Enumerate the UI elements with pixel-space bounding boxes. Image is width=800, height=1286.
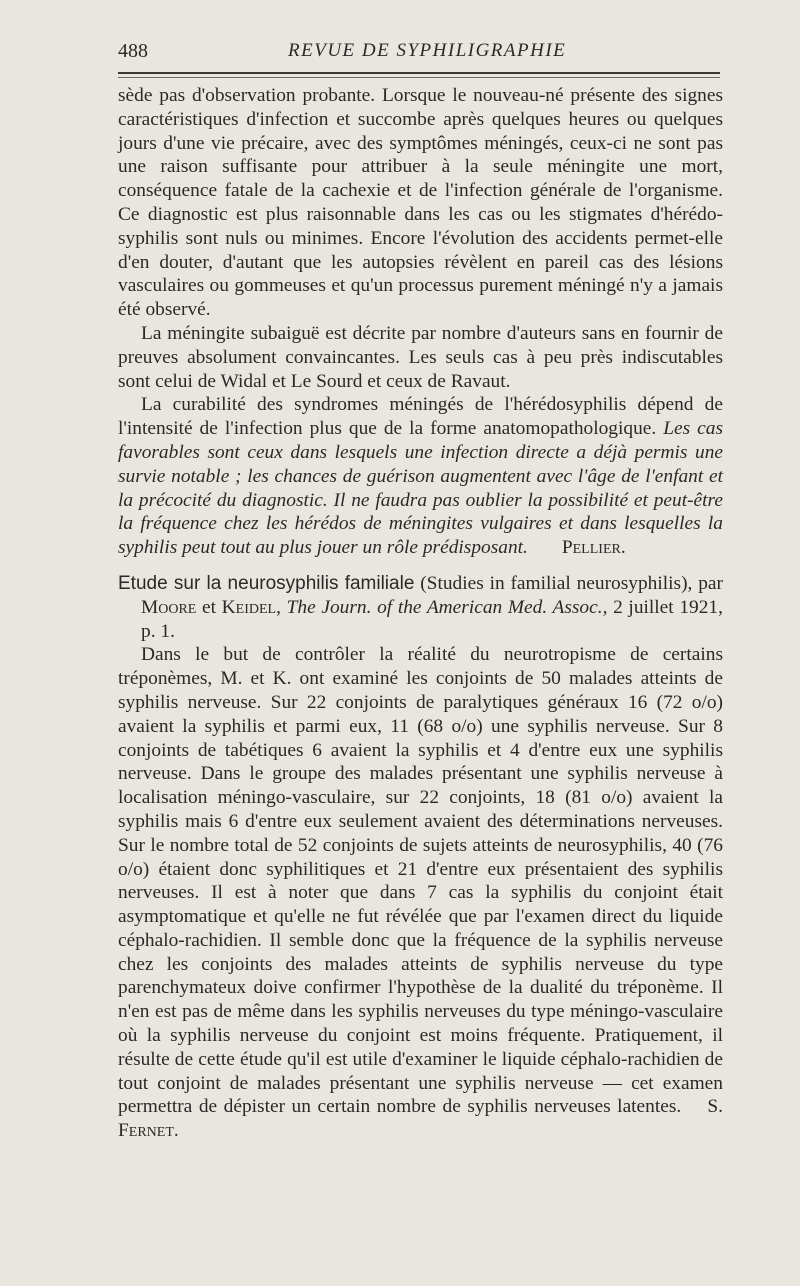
section-title: Etude sur la neurosyphilis familiale <box>118 572 415 594</box>
section-heading <box>118 572 723 643</box>
signature-fernet: S. Fernet. <box>118 1096 723 1142</box>
running-title: REVUE DE SYPHILIGRAPHIE <box>288 40 567 61</box>
signature-pellier: Pellier. <box>561 537 626 559</box>
author-moore: Moore <box>141 596 197 618</box>
journal-date: 2 juillet 1921, p. 1. <box>141 596 723 642</box>
author-keidel: Keidel, <box>221 596 281 618</box>
header-rule <box>118 72 720 74</box>
paragraph-3-italic: Les cas favorables sont ceux dans lesquels une infection directe a déjà permis une survie notable ; les chances de guérison augmentent avec l'âge de l'enfant et la précocité du diagnostic. Il ne faudra pas oublier la possibilité et peut-être la fréquence chez les hérédos de méningites vulgaires et dans lesquelles la syphilis peut tout au plus jouer un rôle prédisposant. <box>118 418 723 559</box>
paragraph-2: La méningite subaiguë est décrite par nombre d'auteurs sans en fournir de preuves absolument convaincantes. Les seuls cas à peu près indiscutables sont celui de Widal et Le Sourd et ceux de Ravaut. <box>118 322 723 392</box>
section-et: et <box>202 596 217 618</box>
header-rule-thin <box>118 77 720 78</box>
paragraph-4 <box>118 643 723 1143</box>
journal-title: The Journ. of the American Med. Assoc., <box>286 596 608 618</box>
paragraph-3-text: La curabilité des syndromes méningés de l'hérédosyphilis dépend de l'intensité de l'infection plus que de la forme anatomopathologique. <box>118 394 723 440</box>
paragraph-1: sède pas d'observation probante. Lorsque le nouveau-né présente des signes caractéristiques d'infection et succombe après quelques heures ou quelques jours d'une vie précaire, avec des symptômes méningés, ceux-ci ne sont pas une raison suffisante pour attribuer à la seule méningite une mort, conséquence fatale de la cachexie et de l'infection générale de l'organisme. Ce diagnostic est plus raisonnable dans les cas ou les stigmates d'hérédo-syphilis sont nuls ou minimes. Encore l'évolution des accidents permet-elle d'en douter, d'autant que les autopsies révèlent en pareil cas des lésions vasculaires ou gommeuses et qu'un processus purement méningé n'y a jamais été observé. <box>118 85 723 321</box>
page-number: 488 <box>118 40 148 62</box>
paragraph-3 <box>118 393 723 560</box>
section-par: par <box>698 572 723 594</box>
paragraph-4-text: Dans le but de contrôler la réalité du neurotropisme de certains tréponèmes, M. et K. ont examiné les conjoints de 50 malades atteints de syphilis nerveuse. Sur 22 conjoints de paralytiques généraux 16 (72 o/o) avaient la syphilis et parmi eux, 11 (68 o/o) une syphilis nerveuse. Sur 8 conjoints de tabétiques 6 avaient la syphilis et 4 d'entre eux une syphilis nerveuse. Dans le groupe des malades présentant une syphilis nerveuse à localisation méningo-vasculaire, sur 22 conjoints, 18 (81 o/o) avaient la syphilis mais 6 d'entre eux seulement avaient des déterminations nerveuses. Sur le nombre total de 52 conjoints de sujets atteints de neurosyphilis, 40 (76 o/o) étaient donc syphilitiques et 21 d'entre eux présentaient des syphilis nerveuses. Il est à noter que dans 7 cas la syphilis du conjoint était asymptomatique et qu'elle ne fut révélée que par l'examen direct du liquide céphalo-rachidien. Il semble donc que la fréquence de la syphilis nerveuse chez les conjoints des malades atteints de syphilis nerveuse du type parenchymateux doive confirmer l'hypothèse de la dualité du tréponème. Il n'en est pas de même dans les syphilis nerveuses du type méningo-vasculaire où la syphilis nerveuse du conjoint est moins fréquente. Pratiquement, il résulte de cette étude qu'il est utile d'examiner le liquide céphalo-rachidien de tout conjoint de malades présentant une syphilis nerveuse — cet examen permettra de dépister un certain nombre de syphilis nerveuses latentes. <box>118 644 723 1118</box>
article-body <box>118 84 723 1143</box>
section-subtitle: (Studies in familial neurosyphilis), <box>420 572 693 594</box>
running-header <box>118 40 718 70</box>
